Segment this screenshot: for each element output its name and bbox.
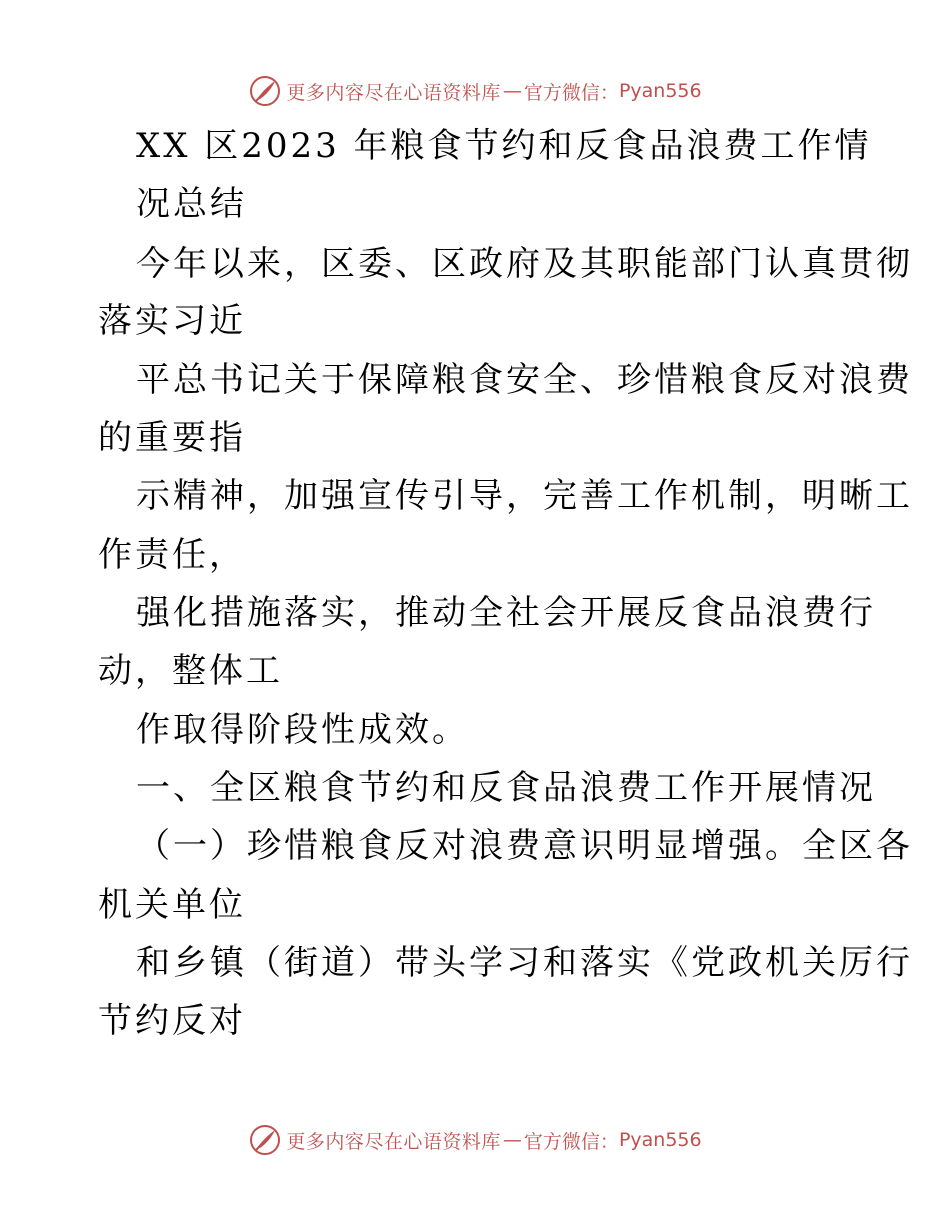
doc-line: 示精神，加强宣传引导，完善工作机制，明晰工 [136, 476, 913, 516]
doc-line: 的重要指 [98, 418, 246, 458]
doc-line: 落实习近 [98, 301, 246, 341]
header-watermark [0, 73, 950, 109]
watermark-brand: 更多内容尽在心语资料库 [286, 1130, 501, 1153]
doc-line: 和乡镇（街道）带头学习和落实《党政机关厉行 [136, 943, 913, 983]
watermark-separator: — [502, 80, 522, 102]
doc-title-line-2: 况总结 [136, 184, 247, 224]
quill-logo-icon [248, 1123, 282, 1157]
doc-line: 节约反对 [98, 1001, 246, 1041]
watermark-label: 官方微信： [523, 81, 619, 104]
footer-watermark [0, 1122, 950, 1158]
doc-line: 机关单位 [98, 885, 246, 925]
doc-line: 强化措施落实，推动全社会开展反食品浪费行 [136, 593, 876, 633]
watermark-handle: Pyan556 [618, 80, 702, 102]
quill-logo-icon [248, 74, 282, 108]
doc-line: 作责任， [98, 535, 246, 575]
section-heading: 一、全区粮食节约和反食品浪费工作开展情况 [136, 768, 876, 808]
watermark-label: 官方微信： [523, 1130, 619, 1153]
doc-line: 平总书记关于保障粮食安全、珍惜粮食反对浪费 [136, 360, 913, 400]
doc-line: 今年以来，区委、区政府及其职能部门认真贯彻 [136, 244, 913, 284]
doc-line: 动，整体工 [98, 651, 283, 691]
watermark-handle: Pyan556 [618, 1129, 702, 1151]
watermark-separator: — [502, 1129, 522, 1151]
doc-line: 作取得阶段性成效。 [136, 710, 469, 750]
subsection-heading: （一）珍惜粮食反对浪费意识明显增强。全区各 [136, 826, 913, 866]
watermark-brand: 更多内容尽在心语资料库 [286, 81, 501, 104]
doc-title-line-1: XX 区2023 年粮食节约和反食品浪费工作情 [136, 126, 872, 166]
